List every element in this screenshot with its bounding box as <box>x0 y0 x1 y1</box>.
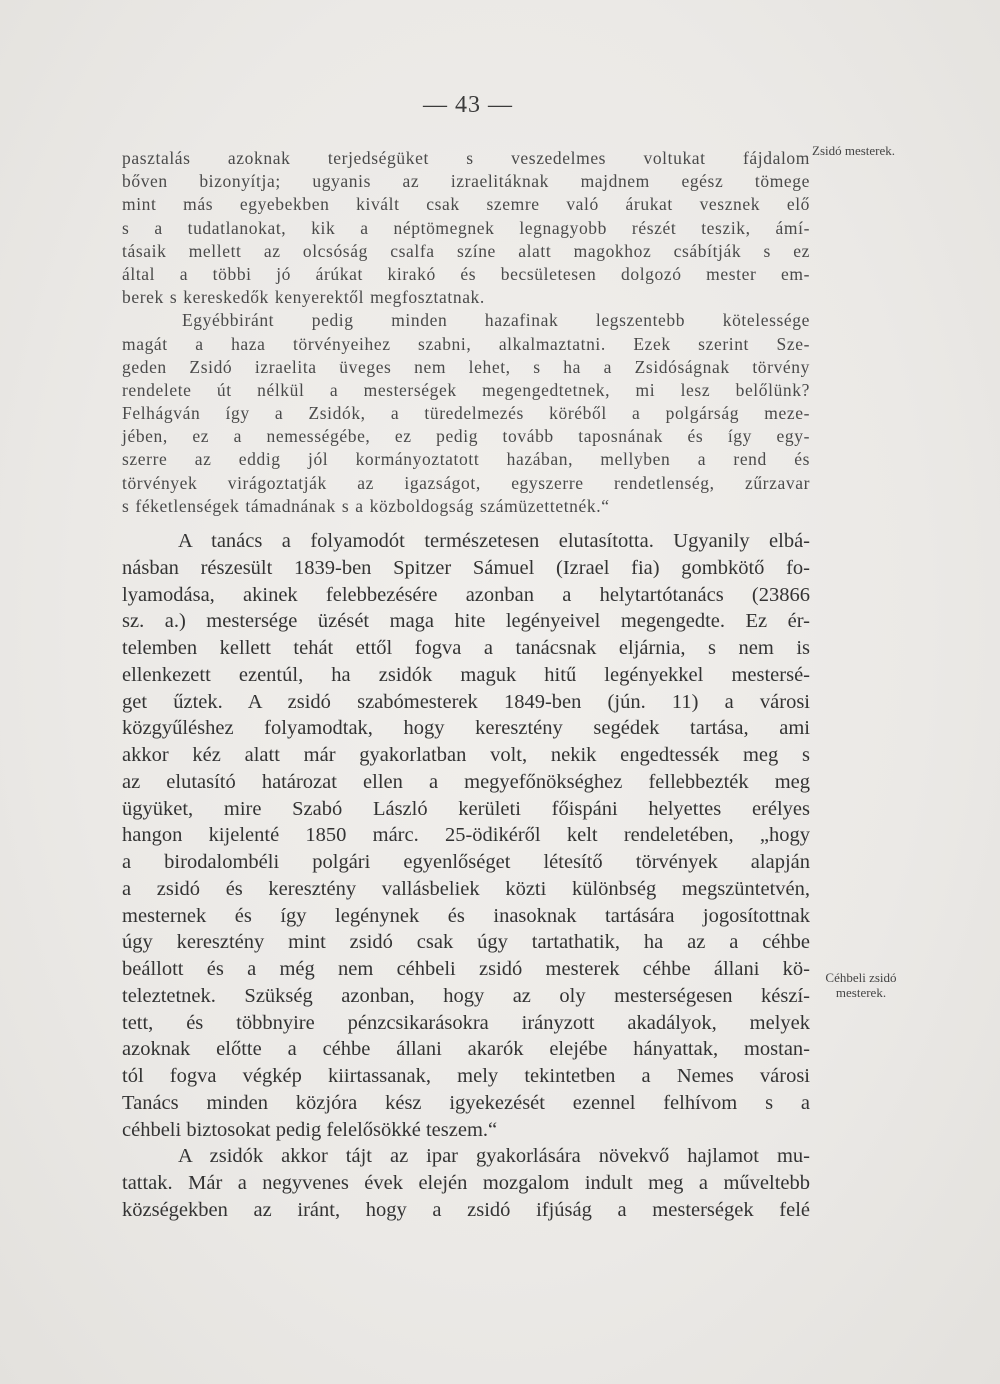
text-line: által a többi jó árúkat kirakó és becsületesen dolgozó mester em- <box>122 263 810 284</box>
margin-note-zsido-mesterek: Zsidó mesterek. <box>812 143 896 158</box>
text-line: törvények virágoztatják az igazságot, egyszerre rendetlenség, zűrzavar <box>122 472 810 493</box>
text-line: a zsidó és keresztény vallásbeliek közti különbség megszüntetvén, <box>122 877 810 900</box>
text-line: Tanács minden közjóra kész igyekezését ezennel felhívom s a <box>122 1091 810 1114</box>
text-line: akkor kéz alatt már gyakorlatban volt, nekik engedtessék meg s <box>122 744 810 766</box>
text-line: községekben az iránt, hogy a zsidó ifjúság a mesterségek felé <box>122 1198 810 1221</box>
text-line: az elutasító határozat ellen a megyefőnökséghez fellebbezték meg <box>122 770 810 793</box>
text-line: s a tudatlanokat, kik a néptömegnek legnagyobb részét teszik, ámí- <box>122 217 810 238</box>
text-line: a birodalombéli polgári egyenlőséget létesítő törvények alapján <box>122 851 810 873</box>
text-line: s féketlenségek támadnának s a közboldogság számüzettetnék.“ <box>122 495 610 516</box>
text-line: ellenkezett ezentúl, ha zsidók maguk hitű legényekkel mestersé- <box>122 663 810 686</box>
text-line: magát a haza törvényeihez szabni, alkalmaztatni. Ezek szerint Sze- <box>122 333 810 354</box>
text-line: geden Zsidó izraelita üveges nem lehet, s ha a Zsidóságnak törvény <box>122 356 810 377</box>
text-line: Egyébbiránt pedig minden hazafinak legszentebb kötelessége <box>182 310 810 331</box>
quoted-passage <box>122 147 810 518</box>
text-line: telemben kellett tehát ettől fogva a tanácsnak eljárnia, s nem is <box>122 637 810 659</box>
text-line: tól fogva végkép kiirtassanak, mely tekintetben a Nemes városi <box>122 1065 810 1087</box>
text-line: azoknak előtte a céhbe állani akarók elejébe hányattak, mostan- <box>122 1038 810 1061</box>
text-line: úgy keresztény mint zsidó csak úgy tartathatik, ha az a céhbe <box>122 931 810 954</box>
main-passage <box>122 528 810 1224</box>
text-line: céhbeli biztosokat pedig felelősökké teszem.“ <box>122 1118 498 1141</box>
text-line: A tanács a folyamodót természetesen elutasította. Ugyanily elbá- <box>178 530 810 552</box>
text-line: jében, ez a nemességébe, ez pedig tovább taposnának és így egy- <box>122 426 810 447</box>
text-line: pasztalás azoknak terjedségüket s veszedelmes voltukat fájdalom <box>122 148 810 168</box>
text-line: mint más egyebekben kivált csak szemre való árukat vesznek elő <box>122 194 810 215</box>
text-line: A zsidók akkor tájt az ipar gyakorlására növekvő hajlamot mu- <box>178 1145 810 1168</box>
text-line: beállott és a még nem céhbeli zsidó mesterek céhbe állani kö- <box>122 958 810 980</box>
margin-note-cehbeli-zsido-mesterek: Céhbeli zsidó mesterek. <box>825 970 897 1000</box>
text-line: get űztek. A zsidó szabómesterek 1849-ben (jún. 11) a városi <box>122 690 810 713</box>
text-line: közgyűléshez folyamodtak, hogy keresztény segédek tartása, ami <box>122 717 810 740</box>
text-line: hangon kijelenté 1850 márc. 25-ödikéről kelt rendeletében, „hogy <box>122 824 810 847</box>
body-text <box>122 147 810 1224</box>
page-number: — 43 — <box>423 92 513 118</box>
text-line: berek s kereskedők kenyerektől megfosztatnak. <box>122 287 485 308</box>
text-line: lyamodása, akinek felebbezésére azonban a helytartótanács (23866 <box>122 583 810 606</box>
text-line: rendelete út nélkül a mesterségek megengedtetnek, mi lesz belőlünk? <box>122 379 810 400</box>
text-line: sz. a.) mestersége üzését maga hite legényeivel megengedte. Ez ér- <box>122 610 810 633</box>
text-line: násban részesült 1839-ben Spitzer Sámuel (Izrael fia) gombkötő fo- <box>122 556 810 579</box>
text-line: bőven bizonyítja; ugyanis az izraelitáknak majdnem egész tömege <box>122 171 810 192</box>
text-line: tett, és többnyire pénzcsikarásokra irányzott akadályok, melyek <box>122 1011 810 1034</box>
text-line: szerre az eddig jól kormányoztatott hazában, mellyben a rend és <box>122 449 810 470</box>
text-line: tásaik mellett az olcsóság csalfa színe alatt magokhoz csábítják s ez <box>122 240 810 261</box>
text-line: ügyüket, mire Szabó László kerületi főispáni helyettes erélyes <box>122 797 810 820</box>
text-line: mesternek és így legénynek és inasoknak tartására jogosítottnak <box>122 904 810 927</box>
text-line: teleztetnek. Szükség azonban, hogy az oly mesterségesen készí- <box>122 984 810 1007</box>
text-line: Felhágván így a Zsidók, a türedelmezés köréből a polgárság meze- <box>122 403 810 424</box>
text-line: tattak. Már a negyvenes évek elején mozgalom indult meg a műveltebb <box>122 1172 810 1194</box>
